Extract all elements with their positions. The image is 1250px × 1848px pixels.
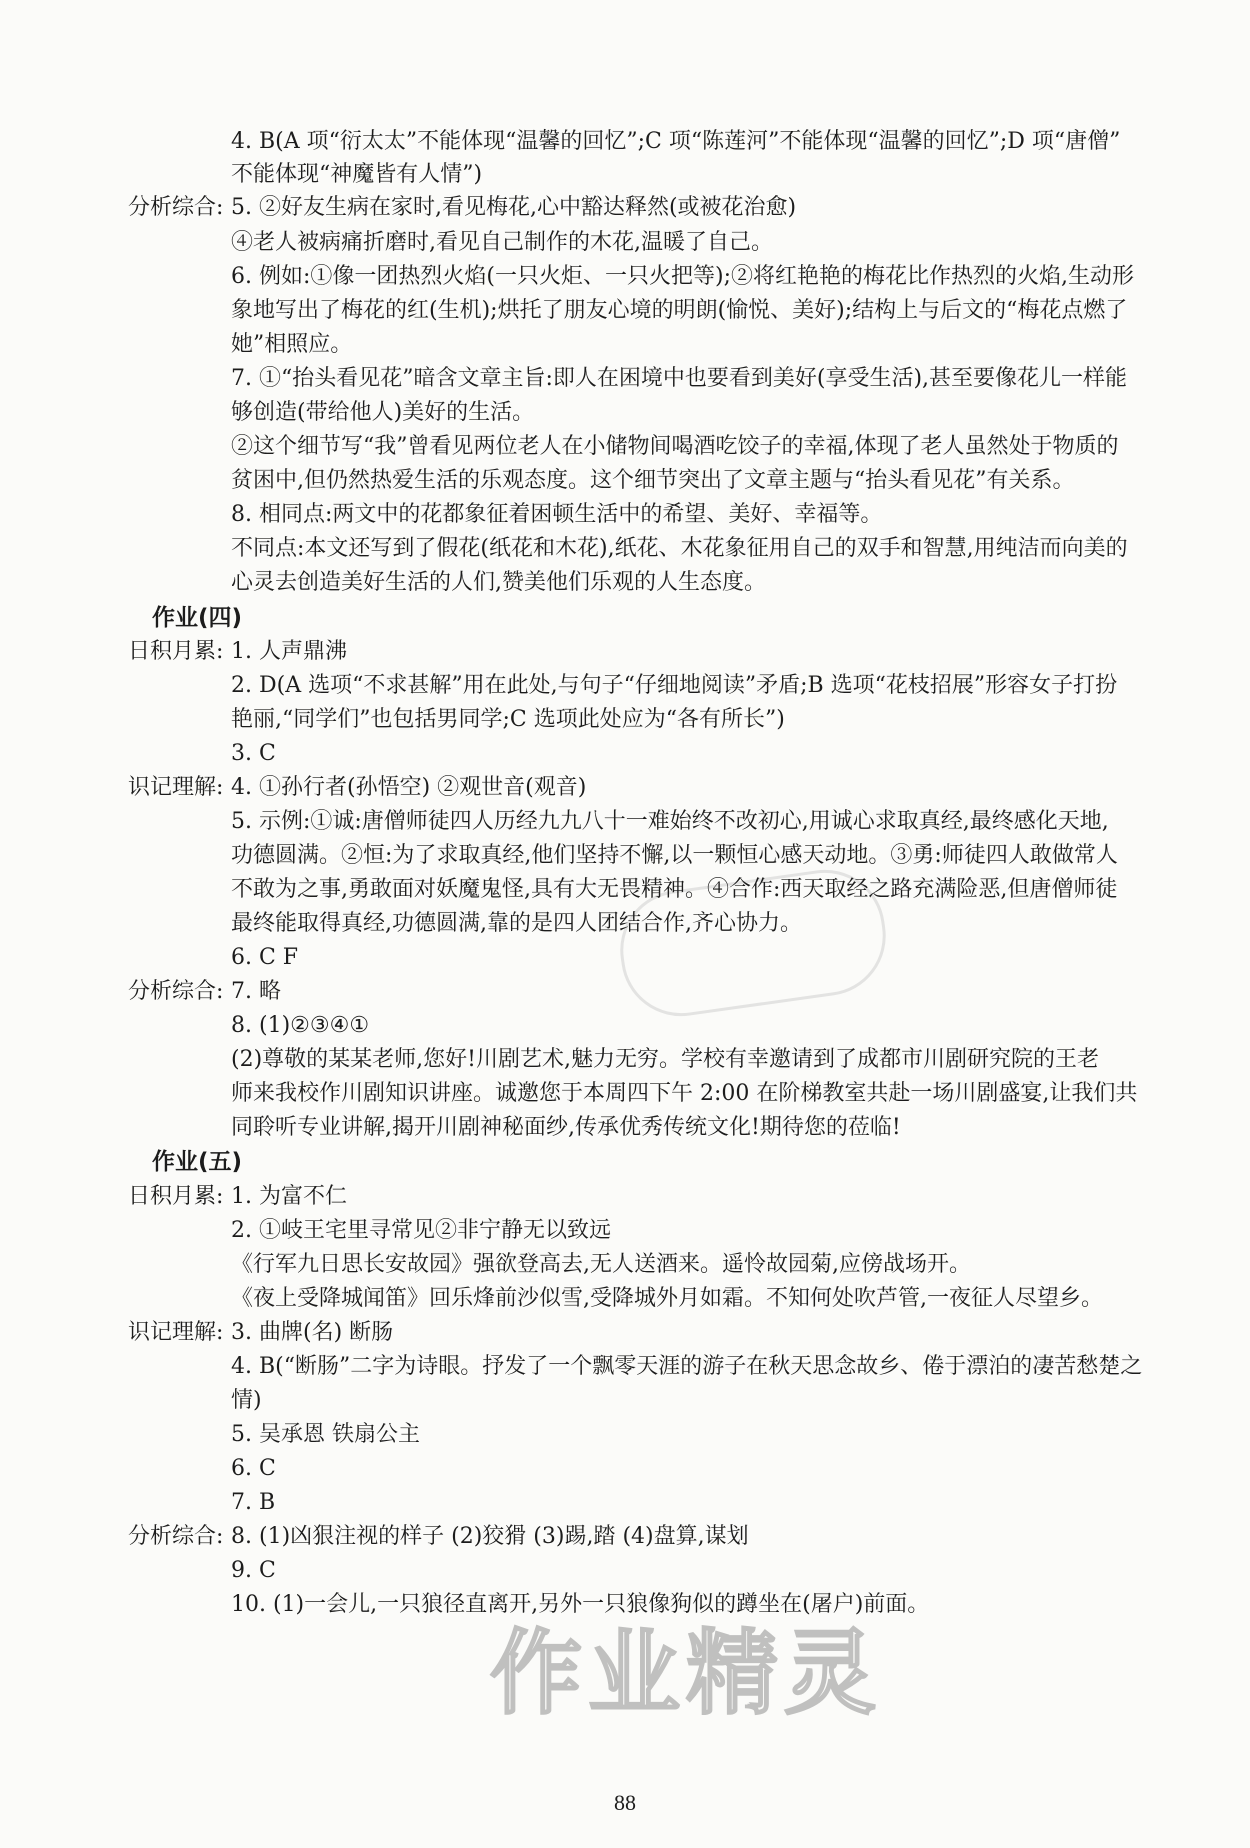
text-line: 3. 曲牌(名) 断肠 bbox=[231, 1320, 394, 1345]
text-line: 不同点:本文还写到了假花(纸花和木花),纸花、木花象征用自己的双手和智慧,用纯洁而向美的 bbox=[231, 536, 1128, 561]
text-line: 6. C F bbox=[231, 945, 299, 970]
text-line: 最终能取得真经,功德圆满,靠的是四人团结合作,齐心协力。 bbox=[231, 911, 802, 936]
text-line: 艳丽,“同学们”也包括男同学;C 选项此处应为“各有所长”) bbox=[231, 707, 785, 732]
text-line: 2. D(A 选项“不求甚解”用在此处,与句子“仔细地阅读”矛盾;B 选项“花枝招展”形容女子打扮 bbox=[231, 673, 1118, 698]
text-line: 9. C bbox=[231, 1558, 276, 1583]
text-line: 8. 相同点:两文中的花都象征着困顿生活中的希望、美好、幸福等。 bbox=[231, 502, 883, 527]
text-line: ②这个细节写“我”曾看见两位老人在小储物间喝酒吃饺子的幸福,体现了老人虽然处于物质的 bbox=[231, 434, 1119, 459]
section-label: 分析综合: bbox=[128, 1524, 224, 1549]
text-line: 贫困中,但仍然热爱生活的乐观态度。这个细节突出了文章主题与“抬头看见花”有关系。 bbox=[231, 468, 1075, 493]
text-line: 8. (1)②③④① bbox=[231, 1013, 370, 1038]
text-line: 够创造(带给他人)美好的生活。 bbox=[231, 400, 535, 425]
text-line: 不能体现“神魔皆有人情”) bbox=[231, 162, 483, 187]
text-line: 3. C bbox=[231, 741, 276, 766]
text-line: 象地写出了梅花的红(生机);烘托了朋友心境的明朗(愉悦、美好);结构上与后文的“梅花点燃了 bbox=[231, 298, 1128, 323]
text-line: 6. 例如:①像一团热烈火焰(一只火炬、一只火把等);②将红艳艳的梅花比作热烈的火焰,生动形 bbox=[231, 264, 1134, 289]
section-label: 识记理解: bbox=[128, 1320, 224, 1345]
text-line: 1. 人声鼎沸 bbox=[231, 639, 347, 664]
section-heading: 作业(五) bbox=[152, 1149, 243, 1175]
text-line: 师来我校作川剧知识讲座。诚邀您于本周四下午 2:00 在阶梯教室共赴一场川剧盛宴,让我们共 bbox=[231, 1081, 1138, 1106]
text-line: 同聆听专业讲解,揭开川剧神秘面纱,传承优秀传统文化!期待您的莅临! bbox=[231, 1115, 901, 1140]
text-line: 2. ①岐王宅里寻常见②非宁静无以致远 bbox=[231, 1218, 611, 1243]
watermark-text: 作业精灵 bbox=[490, 1620, 883, 1727]
text-line: 4. B(A 项“衍太太”不能体现“温馨的回忆”;C 项“陈莲河”不能体现“温馨的回忆”;D 项“唐僧” bbox=[231, 129, 1121, 154]
text-line: 情) bbox=[231, 1388, 262, 1413]
text-line: 不敢为之事,勇敢面对妖魔鬼怪,具有大无畏精神。④合作:西天取经之路充满险恶,但唐僧师徒 bbox=[231, 877, 1118, 902]
text-line: 功德圆满。②恒:为了求取真经,他们坚持不懈,以一颗恒心感天动地。③勇:师徒四人敢做常人 bbox=[231, 843, 1118, 868]
text-line: 1. 为富不仁 bbox=[231, 1184, 347, 1209]
text-line: 5. ②好友生病在家时,看见梅花,心中豁达释然(或被花治愈) bbox=[231, 195, 797, 220]
text-line: 5. 示例:①诚:唐僧师徒四人历经九九八十一难始终不改初心,用诚心求取真经,最终感化天地, bbox=[231, 809, 1109, 834]
text-line: 她”相照应。 bbox=[231, 332, 353, 357]
section-label: 日积月累: bbox=[128, 639, 224, 664]
text-line: ④老人被病痛折磨时,看见自己制作的木花,温暖了自己。 bbox=[231, 230, 773, 255]
section-label: 识记理解: bbox=[128, 775, 224, 800]
text-line: 7. B bbox=[231, 1490, 276, 1515]
section-heading: 作业(四) bbox=[152, 605, 243, 631]
text-line: 7. ①“抬头看见花”暗含文章主旨:即人在困境中也要看到美好(享受生活),甚至要像花儿一样能 bbox=[231, 366, 1128, 391]
text-line: (2)尊敬的某某老师,您好!川剧艺术,魅力无穷。学校有幸邀请到了成都市川剧研究院的王老 bbox=[231, 1047, 1099, 1072]
text-line: 10. (1)一会儿,一只狼径直离开,另外一只狼像狗似的蹲坐在(屠户)前面。 bbox=[231, 1592, 930, 1617]
text-line: 8. (1)凶狠注视的样子 (2)狡猾 (3)踢,踏 (4)盘算,谋划 bbox=[231, 1524, 749, 1549]
text-line: 7. 略 bbox=[231, 979, 281, 1004]
page-number: 88 bbox=[614, 1790, 636, 1815]
text-line: 心灵去创造美好生活的人们,赞美他们乐观的人生态度。 bbox=[231, 570, 766, 595]
text-line: 4. B(“断肠”二字为诗眼。抒发了一个飘零天涯的游子在秋天思念故乡、倦于漂泊的凄苦愁楚之 bbox=[231, 1354, 1143, 1379]
text-line: 《夜上受降城闻笛》回乐烽前沙似雪,受降城外月如霜。不知何处吹芦管,一夜征人尽望乡。 bbox=[231, 1286, 1103, 1311]
text-line: 《行军九日思长安故园》强欲登高去,无人送酒来。遥怜故园菊,应傍战场开。 bbox=[231, 1252, 971, 1277]
section-label: 分析综合: bbox=[128, 195, 224, 220]
text-line: 6. C bbox=[231, 1456, 276, 1481]
text-line: 5. 吴承恩 铁扇公主 bbox=[231, 1422, 420, 1447]
section-label: 分析综合: bbox=[128, 979, 224, 1004]
text-line: 4. ①孙行者(孙悟空) ②观世音(观音) bbox=[231, 775, 587, 800]
section-label: 日积月累: bbox=[128, 1184, 224, 1209]
